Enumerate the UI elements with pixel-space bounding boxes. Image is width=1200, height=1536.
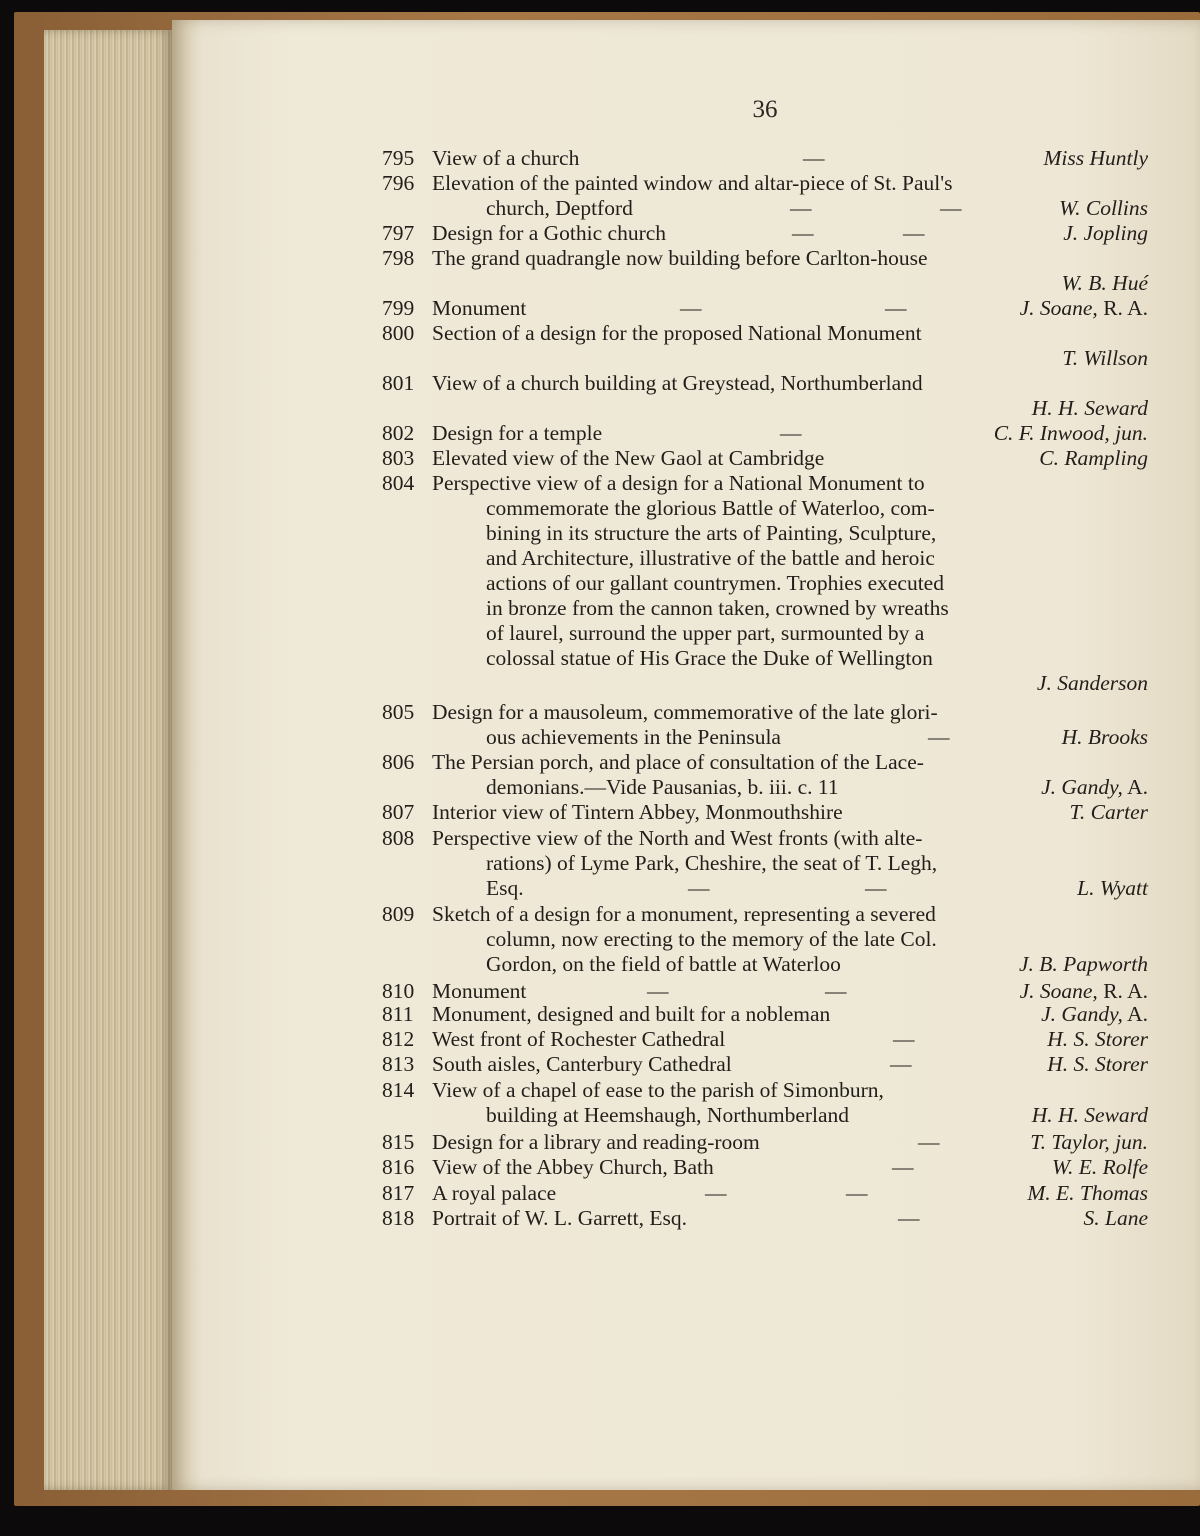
catalogue-entry-814-cont: [0, 1103, 1200, 1128]
catalogue-entry-795: [0, 146, 1200, 171]
catalogue-entry-804-cont: [0, 596, 1200, 621]
dash-separator: —: [940, 196, 962, 220]
entry-number: 798: [382, 246, 415, 270]
entry-artist: W. B. Hué: [1061, 271, 1148, 295]
entry-title: Perspective view of the North and West fronts (with alte-: [432, 826, 923, 850]
entry-number: 811: [382, 1002, 414, 1026]
entry-artist: T. Carter: [1069, 800, 1148, 824]
entry-artist: H. Brooks: [1061, 725, 1148, 749]
entry-title-continued: demonians.—Vide Pausanias, b. iii. c. 11: [486, 775, 839, 799]
catalogue-entry-804-cont: [0, 571, 1200, 596]
entry-artist: H. S. Storer: [1047, 1027, 1148, 1051]
entry-title: The grand quadrangle now building before Carlton-house: [432, 246, 928, 270]
entry-number: 812: [382, 1027, 415, 1051]
entry-artist: T. Willson: [1062, 346, 1148, 370]
entry-number: 814: [382, 1078, 415, 1102]
entry-artist: W. Collins: [1059, 196, 1148, 220]
entry-artist: J. Gandy, A.: [1041, 775, 1148, 799]
dash-separator: —: [898, 1206, 920, 1230]
catalogue-entry-814: [0, 1078, 1200, 1103]
entry-title: Sketch of a design for a monument, representing a severed: [432, 902, 936, 926]
dash-separator: —: [705, 1181, 727, 1205]
entry-number: 808: [382, 826, 415, 850]
entry-number: 800: [382, 321, 415, 345]
entry-title-continued: of laurel, surround the upper part, surmounted by a: [486, 621, 925, 645]
entry-number: 817: [382, 1181, 415, 1205]
entry-artist: J. Gandy, A.: [1041, 1002, 1148, 1026]
dash-separator: —: [825, 979, 847, 1003]
entry-artist: C. F. Inwood, jun.: [993, 421, 1148, 445]
catalogue-entry-809: [0, 902, 1200, 927]
entry-title-continued: church, Deptford: [486, 196, 633, 220]
catalogue-entry-808-cont: [0, 876, 1200, 901]
entry-title: Monument: [432, 296, 527, 320]
catalogue-entry-800-artist: [0, 346, 1200, 371]
catalogue-entry-804-cont: [0, 496, 1200, 521]
entry-number: 802: [382, 421, 415, 445]
entry-artist: L. Wyatt: [1077, 876, 1148, 900]
entry-number: 803: [382, 446, 415, 470]
entry-number: 818: [382, 1206, 415, 1230]
entry-title: Monument: [432, 979, 527, 1003]
catalogue-entry-812: [0, 1027, 1200, 1052]
entry-title-continued: ous achievements in the Peninsula: [486, 725, 781, 749]
dash-separator: —: [928, 725, 950, 749]
catalogue-entry-798-artist: [0, 271, 1200, 296]
entry-title: Monument, designed and built for a nobleman: [432, 1002, 831, 1026]
entry-title-continued: Esq.: [486, 876, 524, 900]
entry-title: Perspective view of a design for a National Monument to: [432, 471, 925, 495]
catalogue-entry-810: [0, 979, 1200, 1004]
entry-number: 804: [382, 471, 415, 495]
catalogue-entry-803: [0, 446, 1200, 471]
entry-title: Interior view of Tintern Abbey, Monmouthshire: [432, 800, 843, 824]
entry-number: 805: [382, 700, 415, 724]
catalogue-entry-811: [0, 1002, 1200, 1027]
catalogue-entry-808: [0, 826, 1200, 851]
dash-separator: —: [680, 296, 702, 320]
dash-separator: —: [846, 1181, 868, 1205]
entry-title: Elevation of the painted window and altar-piece of St. Paul's: [432, 171, 953, 195]
entry-number: 813: [382, 1052, 415, 1076]
entry-artist: T. Taylor, jun.: [1030, 1130, 1148, 1154]
entry-artist: J. B. Papworth: [1019, 952, 1148, 976]
entry-number: 807: [382, 800, 415, 824]
entry-title: The Persian porch, and place of consultation of the Lace-: [432, 750, 924, 774]
catalogue-entry-809-cont: [0, 952, 1200, 977]
catalogue-entry-804-artist: [0, 671, 1200, 696]
dash-separator: —: [890, 1052, 912, 1076]
entry-artist: J. Soane, R. A.: [1019, 296, 1148, 320]
entry-artist: J. Soane, R. A.: [1019, 979, 1148, 1003]
entry-title-continued: bining in its structure the arts of Painting, Sculpture,: [486, 521, 937, 545]
entry-title: View of the Abbey Church, Bath: [432, 1155, 714, 1179]
entry-number: 797: [382, 221, 415, 245]
catalogue-entry-817: [0, 1181, 1200, 1206]
dash-separator: —: [803, 146, 825, 170]
dash-separator: —: [865, 876, 887, 900]
dash-separator: —: [790, 196, 812, 220]
entry-title-continued: building at Heemshaugh, Northumberland: [486, 1103, 850, 1127]
catalogue-entry-801: [0, 371, 1200, 396]
entry-artist: C. Rampling: [1039, 446, 1148, 470]
dash-separator: —: [688, 876, 710, 900]
entry-title-continued: Gordon, on the field of battle at Waterloo: [486, 952, 841, 976]
catalogue-entry-807: [0, 800, 1200, 825]
entry-number: 799: [382, 296, 415, 320]
catalogue-entry-816: [0, 1155, 1200, 1180]
catalogue-entry-813: [0, 1052, 1200, 1077]
entry-title: Portrait of W. L. Garrett, Esq.: [432, 1206, 687, 1230]
entry-title: Elevated view of the New Gaol at Cambridge: [432, 446, 825, 470]
entry-artist: H. H. Seward: [1031, 396, 1148, 420]
catalogue-entry-800: [0, 321, 1200, 346]
entry-artist: M. E. Thomas: [1027, 1181, 1148, 1205]
catalogue-entry-806-cont: [0, 775, 1200, 800]
catalogue-entry-797: [0, 221, 1200, 246]
entry-title-continued: and Architecture, illustrative of the battle and heroic: [486, 546, 935, 570]
entry-artist: H. S. Storer: [1047, 1052, 1148, 1076]
dash-separator: —: [903, 221, 925, 245]
entry-title: Design for a temple: [432, 421, 603, 445]
entry-number: 809: [382, 902, 415, 926]
catalogue-entry-818: [0, 1206, 1200, 1231]
entry-title: West front of Rochester Cathedral: [432, 1027, 726, 1051]
entry-title: A royal palace: [432, 1181, 557, 1205]
catalogue-entry-815: [0, 1130, 1200, 1155]
catalogue-entry-804-cont: [0, 621, 1200, 646]
entry-title: View of a church building at Greystead, Northumberland: [432, 371, 923, 395]
entry-artist: Miss Huntly: [1043, 146, 1148, 170]
catalogue-entry-801-artist: [0, 396, 1200, 421]
entry-number: 806: [382, 750, 415, 774]
entry-title: Design for a Gothic church: [432, 221, 667, 245]
dash-separator: —: [647, 979, 669, 1003]
dash-separator: —: [892, 1155, 914, 1179]
entry-artist: W. E. Rolfe: [1052, 1155, 1148, 1179]
entry-title: Section of a design for the proposed National Monument: [432, 321, 922, 345]
catalogue-entry-796-cont: [0, 196, 1200, 221]
entry-title-continued: commemorate the glorious Battle of Waterloo, com-: [486, 496, 935, 520]
entry-title-continued: colossal statue of His Grace the Duke of Wellington: [486, 646, 933, 670]
entry-artist: S. Lane: [1083, 1206, 1148, 1230]
entry-number: 795: [382, 146, 415, 170]
entry-title: Design for a library and reading-room: [432, 1130, 760, 1154]
entry-artist: J. Sanderson: [1036, 671, 1148, 695]
entry-artist: H. H. Seward: [1031, 1103, 1148, 1127]
entry-title: Design for a mausoleum, commemorative of the late glori-: [432, 700, 938, 724]
catalogue-entry-804-cont: [0, 646, 1200, 671]
entry-title: View of a church: [432, 146, 580, 170]
entry-number: 810: [382, 979, 415, 1003]
entry-number: 801: [382, 371, 415, 395]
catalogue-entry-804: [0, 471, 1200, 496]
dash-separator: —: [918, 1130, 940, 1154]
catalogue-entry-798: [0, 246, 1200, 271]
dash-separator: —: [792, 221, 814, 245]
catalogue-entry-804-cont: [0, 546, 1200, 571]
entry-title: South aisles, Canterbury Cathedral: [432, 1052, 732, 1076]
catalogue-entry-805-cont: [0, 725, 1200, 750]
dash-separator: —: [893, 1027, 915, 1051]
catalogue-entry-802: [0, 421, 1200, 446]
entry-number: 796: [382, 171, 415, 195]
catalogue-entry-804-cont: [0, 521, 1200, 546]
entry-title-continued: rations) of Lyme Park, Cheshire, the seat of T. Legh,: [486, 851, 938, 875]
dash-separator: —: [780, 421, 802, 445]
catalogue-entry-809-cont: [0, 927, 1200, 952]
entry-number: 815: [382, 1130, 415, 1154]
entry-artist: J. Jopling: [1063, 221, 1148, 245]
catalogue-entry-806: [0, 750, 1200, 775]
entry-number: 816: [382, 1155, 415, 1179]
entry-title-continued: column, now erecting to the memory of the late Col.: [486, 927, 937, 951]
catalogue-entry-805: [0, 700, 1200, 725]
entry-title-continued: actions of our gallant countrymen. Trophies executed: [486, 571, 944, 595]
catalogue-entry-799: [0, 296, 1200, 321]
page-number: 36: [752, 96, 778, 123]
entry-title: View of a chapel of ease to the parish of Simonburn,: [432, 1078, 884, 1102]
dash-separator: —: [885, 296, 907, 320]
catalogue-entry-796: [0, 171, 1200, 196]
entry-title-continued: in bronze from the cannon taken, crowned by wreaths: [486, 596, 949, 620]
catalogue-entry-808-cont: [0, 851, 1200, 876]
